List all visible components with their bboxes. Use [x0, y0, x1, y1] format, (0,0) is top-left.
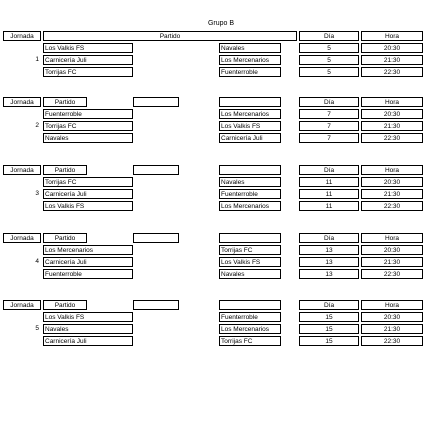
hora-header: Hora — [361, 97, 423, 107]
header-row — [3, 300, 435, 310]
match-time: 22:30 — [361, 67, 423, 77]
jornada-number: 3 — [35, 190, 39, 197]
match-day: 11 — [299, 177, 359, 187]
home-team: Torrijas FC — [43, 67, 133, 77]
match-day: 5 — [299, 67, 359, 77]
dia-header: Día — [299, 165, 359, 175]
match-row — [3, 43, 435, 53]
jornada-header: Jornada — [3, 31, 41, 41]
header-spacer — [219, 165, 281, 175]
match-time: 22:30 — [361, 201, 423, 211]
match-row — [3, 177, 435, 187]
partido-header: Partido — [43, 97, 87, 107]
home-team: Carnicería Juli — [43, 55, 133, 65]
away-team: Fuenterroble — [219, 189, 281, 199]
match-day: 13 — [299, 269, 359, 279]
header-spacer — [219, 300, 281, 310]
away-team: Los Mercenarios — [219, 55, 281, 65]
home-team: Los Valkis FS — [43, 312, 133, 322]
away-team: Fuenterroble — [219, 312, 281, 322]
match-time: 21:30 — [361, 55, 423, 65]
header-row — [3, 233, 435, 243]
away-team: Carnicería Juli — [219, 133, 281, 143]
partido-header: Partido — [43, 31, 297, 41]
match-time: 20:30 — [361, 312, 423, 322]
match-day: 15 — [299, 336, 359, 346]
match-day: 7 — [299, 133, 359, 143]
home-team: Torrijas FC — [43, 121, 133, 131]
partido-header: Partido — [43, 300, 87, 310]
home-team: Los Valkis FS — [43, 43, 133, 53]
dia-header: Día — [299, 233, 359, 243]
home-team: Navales — [43, 324, 133, 334]
home-team: Los Mercenarios — [43, 245, 133, 255]
hora-header: Hora — [361, 233, 423, 243]
jornada-header: Jornada — [3, 165, 41, 175]
match-time: 22:30 — [361, 336, 423, 346]
away-team: Los Mercenarios — [219, 109, 281, 119]
match-row — [3, 336, 435, 346]
jornada-header: Jornada — [3, 233, 41, 243]
away-team: Torrijas FC — [219, 336, 281, 346]
match-time: 20:30 — [361, 245, 423, 255]
match-day: 15 — [299, 312, 359, 322]
away-team: Torrijas FC — [219, 245, 281, 255]
home-team: Navales — [43, 133, 133, 143]
jornada-number: 5 — [35, 325, 39, 332]
away-team: Los Valkis FS — [219, 121, 281, 131]
away-team: Navales — [219, 43, 281, 53]
away-team: Los Valkis FS — [219, 257, 281, 267]
match-time: 21:30 — [361, 257, 423, 267]
header-row — [3, 97, 435, 107]
home-team: Carnicería Juli — [43, 189, 133, 199]
away-team: Navales — [219, 269, 281, 279]
dia-header: Día — [299, 97, 359, 107]
match-time: 21:30 — [361, 121, 423, 131]
group-title: Grupo B — [207, 20, 235, 27]
header-spacer — [219, 233, 281, 243]
match-row — [3, 257, 435, 267]
home-team: Torrijas FC — [43, 177, 133, 187]
home-team: Carnicería Juli — [43, 336, 133, 346]
match-row — [3, 67, 435, 77]
match-time: 22:30 — [361, 133, 423, 143]
home-team: Fuenterroble — [43, 269, 133, 279]
match-day: 13 — [299, 257, 359, 267]
header-spacer — [133, 233, 179, 243]
jornada-header: Jornada — [3, 300, 41, 310]
match-day: 11 — [299, 201, 359, 211]
match-day: 7 — [299, 109, 359, 119]
match-row — [3, 312, 435, 322]
match-time: 21:30 — [361, 189, 423, 199]
away-team: Los Mercenarios — [219, 324, 281, 334]
match-row — [3, 55, 435, 65]
partido-header: Partido — [43, 165, 87, 175]
header-row — [3, 31, 435, 41]
home-team: Fuenterroble — [43, 109, 133, 119]
away-team: Los Mercenarios — [219, 201, 281, 211]
hora-header: Hora — [361, 31, 423, 41]
match-time: 20:30 — [361, 109, 423, 119]
header-row — [3, 165, 435, 175]
hora-header: Hora — [361, 165, 423, 175]
dia-header: Día — [299, 31, 359, 41]
header-spacer — [133, 300, 179, 310]
match-row — [3, 121, 435, 131]
match-row — [3, 269, 435, 279]
match-row — [3, 201, 435, 211]
header-spacer — [133, 97, 179, 107]
match-row — [3, 189, 435, 199]
header-spacer — [133, 165, 179, 175]
jornada-number: 4 — [35, 258, 39, 265]
partido-header: Partido — [43, 233, 87, 243]
match-day: 7 — [299, 121, 359, 131]
hora-header: Hora — [361, 300, 423, 310]
match-day: 5 — [299, 55, 359, 65]
match-time: 21:30 — [361, 324, 423, 334]
jornada-header: Jornada — [3, 97, 41, 107]
jornada-number: 1 — [35, 56, 39, 63]
match-time: 20:30 — [361, 177, 423, 187]
match-day: 15 — [299, 324, 359, 334]
home-team: Carnicería Juli — [43, 257, 133, 267]
home-team: Los Valkis FS — [43, 201, 133, 211]
match-row — [3, 133, 435, 143]
away-team: Fuenterroble — [219, 67, 281, 77]
match-row — [3, 109, 435, 119]
match-row — [3, 324, 435, 334]
header-spacer — [219, 97, 281, 107]
jornada-number: 2 — [35, 122, 39, 129]
match-row — [3, 245, 435, 255]
away-team: Navales — [219, 177, 281, 187]
match-time: 20:30 — [361, 43, 423, 53]
dia-header: Día — [299, 300, 359, 310]
match-day: 13 — [299, 245, 359, 255]
match-time: 22:30 — [361, 269, 423, 279]
match-day: 11 — [299, 189, 359, 199]
match-day: 5 — [299, 43, 359, 53]
